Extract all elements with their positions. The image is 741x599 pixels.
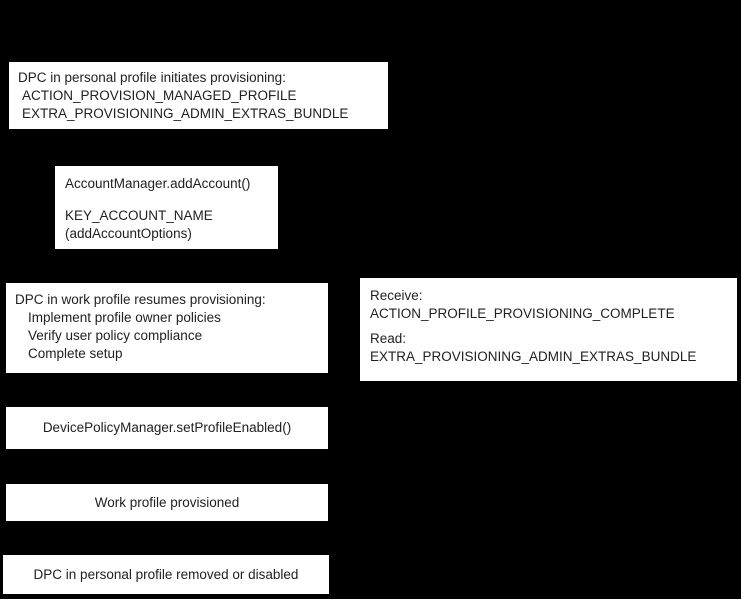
step-dpc-removed-or-disabled bbox=[3, 555, 329, 594]
step-line: (addAccountOptions) bbox=[65, 226, 192, 241]
step-line: ACTION_PROVISION_MANAGED_PROFILE bbox=[22, 88, 297, 103]
step-line: Verify user policy compliance bbox=[28, 328, 203, 343]
step-line: Complete setup bbox=[28, 346, 123, 361]
step-receive-broadcast bbox=[360, 278, 737, 381]
step-line: EXTRA_PROVISIONING_ADMIN_EXTRAS_BUNDLE bbox=[370, 349, 697, 364]
step-line: Read: bbox=[370, 331, 407, 346]
step-set-profile-enabled bbox=[6, 407, 328, 449]
step-line: Receive: bbox=[370, 288, 423, 303]
step-line: DevicePolicyManager.setProfileEnabled() bbox=[42, 420, 292, 435]
step-initiate-provisioning bbox=[9, 62, 388, 129]
step-line: DPC in personal profile initiates provisioning: bbox=[18, 70, 286, 85]
step-work-profile-provisioned bbox=[6, 484, 328, 521]
step-line: Work profile provisioned bbox=[94, 494, 240, 510]
step-resume-provisioning bbox=[6, 283, 328, 373]
step-line: DPC in personal profile removed or disabled bbox=[33, 566, 299, 582]
step-line: DPC in work profile resumes provisioning: bbox=[15, 292, 266, 307]
step-line: Implement profile owner policies bbox=[28, 310, 221, 325]
step-line: EXTRA_PROVISIONING_ADMIN_EXTRAS_BUNDLE bbox=[22, 106, 349, 121]
step-add-account bbox=[55, 166, 278, 249]
step-line: KEY_ACCOUNT_NAME bbox=[65, 208, 213, 223]
step-line: AccountManager.addAccount() bbox=[65, 176, 251, 191]
step-line: ACTION_PROFILE_PROVISIONING_COMPLETE bbox=[370, 306, 675, 321]
